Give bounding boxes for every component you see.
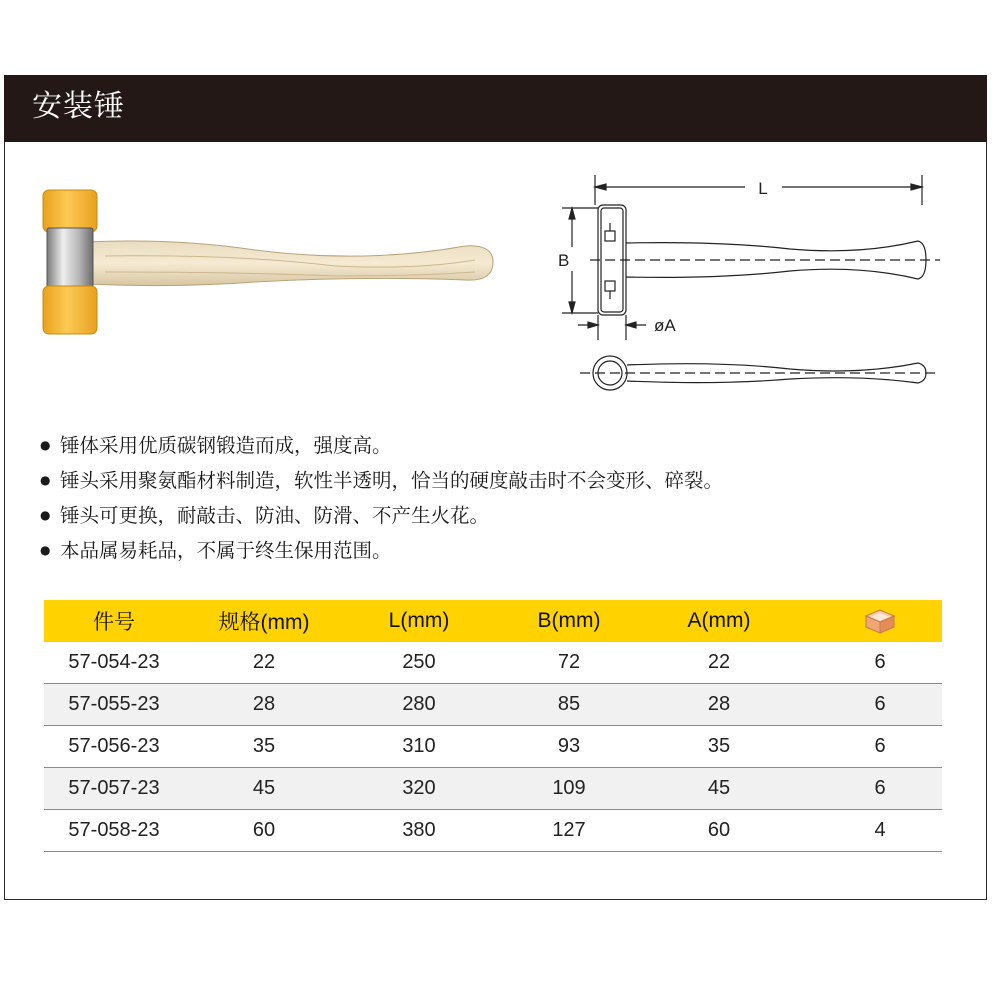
cell-length: 380 [344,810,494,852]
bottom-cap [43,286,97,334]
cell-package-quantity: 4 [794,810,942,852]
cell-a: 22 [644,642,794,684]
header-part-number: 件号 [44,600,184,642]
cell-part-number: 57-054-23 [44,642,184,684]
wooden-handle [87,241,493,286]
feature-item: ● 锤体采用优质碳钢锻造而成，强度高。 [40,428,723,463]
cell-a: 28 [644,684,794,726]
title-bar [4,75,987,142]
table-row [44,684,942,726]
cell-b: 127 [494,810,644,852]
cell-size: 35 [184,726,344,768]
cell-package-quantity: 6 [794,726,942,768]
table-row [44,642,942,684]
cell-b: 109 [494,768,644,810]
feature-item: ● 本品属易耗品，不属于终生保用范围。 [40,533,723,568]
cell-b: 93 [494,726,644,768]
cell-b: 72 [494,642,644,684]
cell-size: 60 [184,810,344,852]
cell-a: 45 [644,768,794,810]
table-row [44,726,942,768]
technical-drawing [550,165,950,405]
header-size: 规格(mm) [184,600,344,642]
cell-part-number: 57-055-23 [44,684,184,726]
header-package-quantity [794,600,942,642]
hammer-photo [35,180,515,340]
cell-length: 280 [344,684,494,726]
top-cap [43,190,97,232]
cell-a: 60 [644,810,794,852]
cell-a: 35 [644,726,794,768]
cell-length: 320 [344,768,494,810]
cell-package-quantity: 6 [794,768,942,810]
cell-b: 85 [494,684,644,726]
table-header-row [44,600,942,642]
steel-body [47,228,93,290]
header-b: B(mm) [494,600,644,642]
feature-item: ● 锤头采用聚氨酯材料制造，软性半透明，恰当的硬度敲击时不会变形、碎裂。 [40,463,723,498]
header-a: A(mm) [644,600,794,642]
page-title: 安装锤 [32,89,125,124]
header-length: L(mm) [344,600,494,642]
cell-length: 310 [344,726,494,768]
cell-part-number: 57-058-23 [44,810,184,852]
cell-package-quantity: 6 [794,642,942,684]
cell-length: 250 [344,642,494,684]
cell-package-quantity: 6 [794,684,942,726]
dimension-b-label: B [558,251,570,270]
cell-size: 22 [184,642,344,684]
package-box-icon [863,607,897,635]
cell-part-number: 57-056-23 [44,726,184,768]
dimension-a-label: øA [654,316,676,335]
table-row [44,810,942,852]
feature-item: ● 锤头可更换，耐敲击、防油、防滑、不产生火花。 [40,498,723,533]
table-row [44,768,942,810]
feature-list [40,428,723,568]
dimension-l-label: L [758,179,768,198]
cell-size: 28 [184,684,344,726]
spec-table [44,600,942,852]
cell-size: 45 [184,768,344,810]
cell-part-number: 57-057-23 [44,768,184,810]
